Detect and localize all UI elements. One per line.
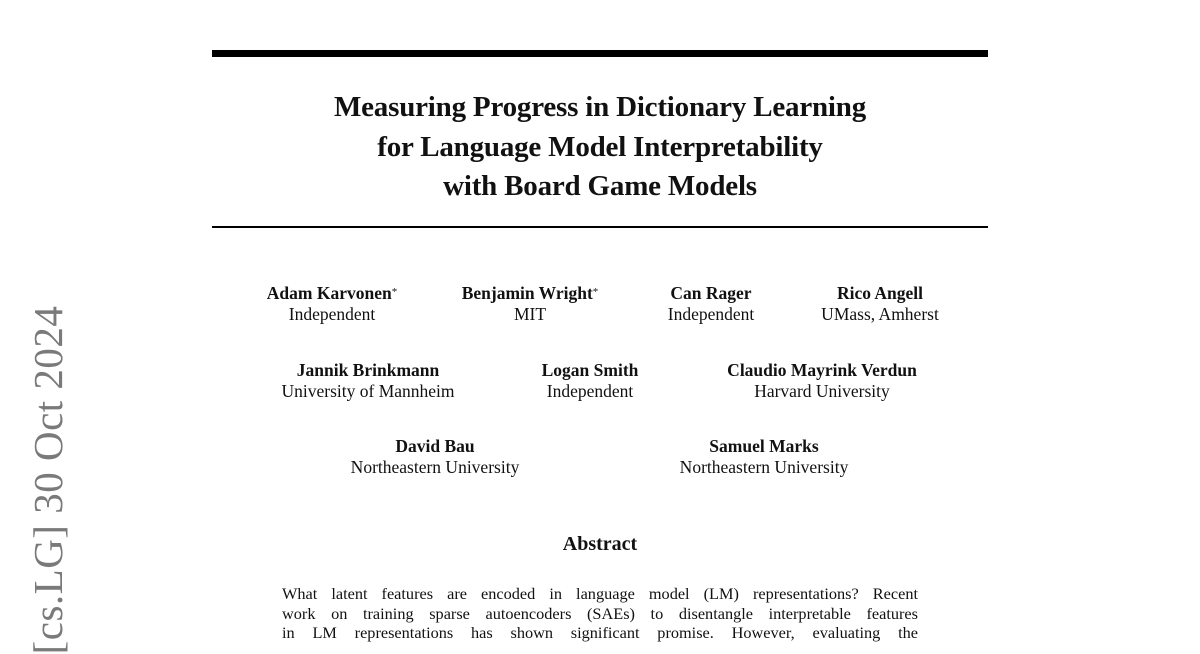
- abstract-body: [282, 584, 918, 643]
- paper-title: [212, 88, 988, 207]
- author-name: Can Rager: [670, 283, 752, 303]
- title-bottom-rule: [212, 226, 988, 228]
- title-line: for Language Model Interpretability: [377, 130, 823, 163]
- arxiv-identifier-stamp: [cs.LG] 30 Oct 2024: [25, 305, 71, 654]
- author-name: Claudio Mayrink Verdun: [727, 360, 917, 380]
- author-name: Benjamin Wright*: [461, 283, 599, 303]
- author-affiliation: University of Mannheim: [281, 381, 455, 401]
- author-affiliation: MIT: [513, 304, 547, 324]
- author-block: [267, 283, 397, 325]
- equal-contribution-mark: *: [391, 286, 398, 298]
- author-name: Rico Angell: [836, 283, 924, 303]
- author-block: [821, 283, 939, 325]
- abstract-heading: Abstract: [562, 533, 638, 555]
- author-block: [351, 436, 520, 478]
- author-block: [462, 283, 599, 325]
- author-block: [727, 360, 917, 402]
- author-affiliation: Independent: [546, 381, 634, 401]
- author-name: Adam Karvonen*: [266, 283, 398, 303]
- author-block: [542, 360, 639, 402]
- author-affiliation: Northeastern University: [679, 457, 849, 477]
- author-affiliation: Independent: [667, 304, 755, 324]
- abstract-line: What latent features are encoded in language model (LM) representations? Recent: [282, 584, 918, 603]
- title-line: Measuring Progress in Dictionary Learning: [333, 91, 867, 123]
- abstract-line: in LM representations has shown significant promise. However, evaluating the: [282, 623, 918, 642]
- author-name: Samuel Marks: [709, 436, 819, 456]
- abstract-line: work on training sparse autoencoders (SAEs) to disentangle interpretable features: [282, 603, 918, 623]
- author-affiliation: Northeastern University: [350, 457, 520, 477]
- author-name: Jannik Brinkmann: [296, 360, 440, 380]
- author-name: David Bau: [395, 436, 475, 456]
- author-block: [680, 436, 849, 478]
- equal-contribution-mark: *: [592, 286, 599, 298]
- author-block: [281, 360, 454, 402]
- author-affiliation: UMass, Amherst: [821, 304, 939, 324]
- author-name: Logan Smith: [541, 360, 639, 380]
- title-line: with Board Game Models: [443, 170, 757, 202]
- author-block: [668, 283, 755, 325]
- author-affiliation: Independent: [288, 304, 376, 324]
- author-affiliation: Harvard University: [754, 381, 890, 401]
- title-top-rule: [212, 50, 988, 57]
